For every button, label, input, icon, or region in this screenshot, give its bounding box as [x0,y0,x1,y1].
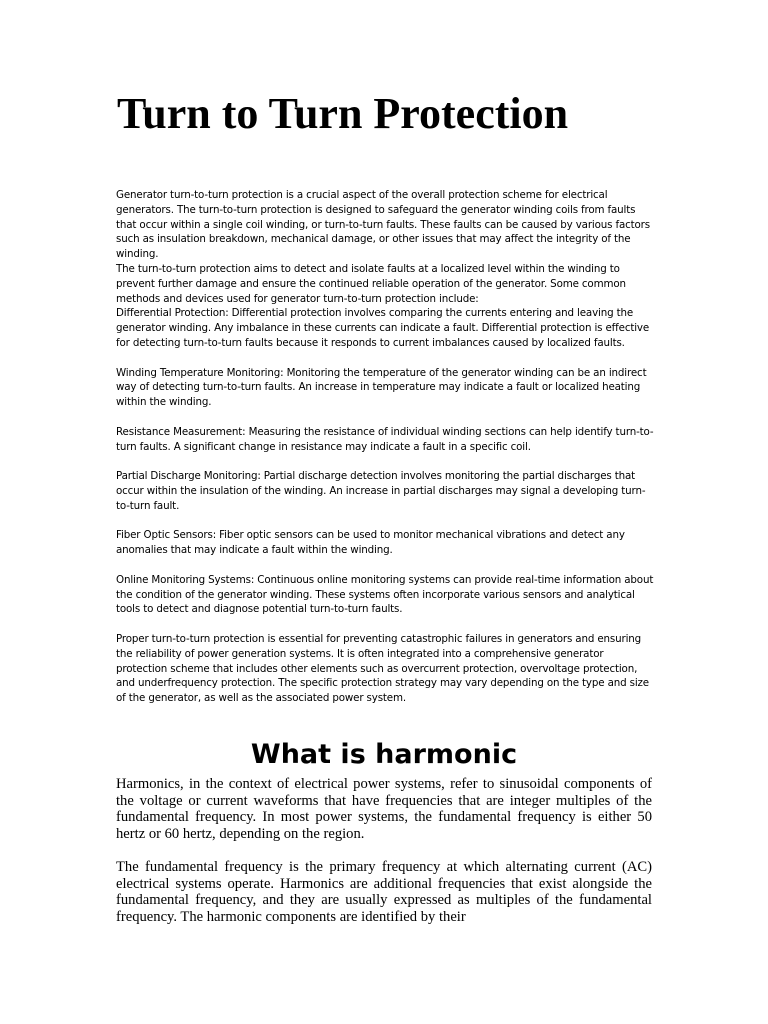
paragraph-fiber-optic: Fiber Optic Sensors: Fiber optic sensors can be used to monitor mechanical vibrations and detect any anomalies that may indicate a fault within the winding. [116,529,625,557]
paragraph-resistance-measurement: Resistance Measurement: Measuring the resistance of individual winding sections can help identify turn-to-turn faults. A significant change in resistance may indicate a fault in a specific coil. [116,425,654,453]
paragraph-differential-protection: Differential Protection: Differential protection involves comparing the currents entering and leaving the generator winding. Any imbalance in these currents can indicate a fault. Differential protection is effective for detecting turn-to-turn faults because it responds to current imbalances caused by localized faults. [116,307,650,349]
paragraph-online-monitoring: Online Monitoring Systems: Continuous online monitoring systems can provide real-time information about the condition of the generator winding. These systems often incorporate various sensors and analytical tools to detect and diagnose potential turn-to-turn faults. [116,573,654,616]
paragraph-harmonics-definition: Harmonics, in the context of electrical power systems, refer to sinusoidal components of the voltage or current waveforms that have frequencies that are integer multiples of the fundamental frequency. In most power systems, the fundamental frequency is either 50 hertz or 60 hertz, depending on the region. [116,776,652,842]
paragraph-conclusion: Proper turn-to-turn protection is essential for preventing catastrophic failures in generators and ensuring the reliability of power generation systems. It is often integrated into a comprehensive generator protection scheme that includes other elements such as overcurrent protection, overvoltage protection, and underfrequency protection. The specific protection strategy may vary depending on the type and size of the generator, as well as the associated power system. [116,632,649,705]
paragraph-fundamental-frequency: The fundamental frequency is the primary frequency at which alternating current (AC) electrical systems operate. Harmonics are additional frequencies that exist alongside the fundamental frequency, and they are usually expressed as multiples of the fundamental frequency. The harmonic components are identified by their [116,858,652,925]
turn-to-turn-section [116,188,656,706]
page-title: Turn to Turn Protection [117,89,569,138]
paragraph-winding-temperature: Winding Temperature Monitoring: Monitoring the temperature of the generator winding can be an indirect way of detecting turn-to-turn faults. An increase in temperature may indicate a fault or localized heating within the winding. [116,366,647,409]
harmonic-section [116,776,652,925]
paragraph-partial-discharge: Partial Discharge Monitoring: Partial discharge detection involves monitoring the partial discharges that occur within the insulation of the winding. An increase in partial discharges may signal a developing turn-to-turn fault. [116,470,646,512]
section-heading-harmonic: What is harmonic [250,739,518,770]
paragraph-aims: The turn-to-turn protection aims to detect and isolate faults at a localized level within the winding to prevent further damage and ensure the continued reliable operation of the generator. Some common methods and devices used for generator turn-to-turn protection include: [116,262,626,305]
paragraph-intro: Generator turn-to-turn protection is a crucial aspect of the overall protection scheme for electrical generators. The turn-to-turn protection is designed to safeguard the generator winding coils from faults that occur within a single coil winding, or turn-to-turn faults. These faults can be caused by various factors such as insulation breakdown, mechanical damage, or other issues that may affect the integrity of the winding. [116,189,650,261]
